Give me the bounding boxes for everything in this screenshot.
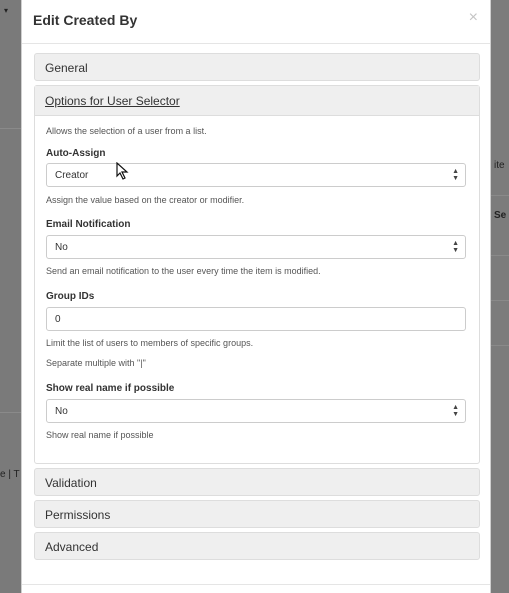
- mouse-pointer-icon: [116, 162, 130, 180]
- backdrop-divider: [490, 195, 509, 196]
- modal-header: [22, 0, 490, 44]
- email-notification-help: Send an email notification to the user every time the item is modified.: [46, 266, 321, 276]
- email-notification-select[interactable]: [46, 235, 466, 259]
- auto-assign-help: Assign the value based on the creator or modifier.: [46, 195, 245, 205]
- panel-options-user-selector: [34, 85, 480, 464]
- auto-assign-select[interactable]: [46, 163, 466, 187]
- caret-down-icon: ▾: [4, 6, 9, 15]
- show-real-name-label: Show real name if possible: [46, 383, 175, 394]
- backdrop-divider: [0, 412, 22, 413]
- auto-assign-label: Auto-Assign: [46, 148, 106, 159]
- panel-options-header[interactable]: [35, 86, 479, 116]
- backdrop-text: ite: [494, 160, 505, 171]
- close-icon[interactable]: ×: [468, 9, 478, 26]
- panel-permissions-label: Permissions: [45, 508, 111, 522]
- backdrop-left-strip: [0, 0, 22, 593]
- backdrop-divider: [490, 255, 509, 256]
- group-ids-help: Limit the list of users to members of specific groups.: [46, 338, 254, 348]
- backdrop-text: e | T: [0, 469, 20, 480]
- show-real-name-value: No: [55, 406, 68, 417]
- group-ids-value: 0: [55, 314, 61, 325]
- edit-field-modal: [21, 0, 491, 593]
- backdrop-divider: [0, 128, 22, 129]
- show-real-name-select[interactable]: [46, 399, 466, 423]
- group-ids-input[interactable]: [46, 307, 466, 331]
- email-notification-value: No: [55, 242, 68, 253]
- panel-validation[interactable]: [34, 468, 480, 496]
- options-intro: Allows the selection of a user from a list.: [46, 126, 207, 136]
- modal-title: Edit Created By: [33, 12, 138, 28]
- group-ids-label: Group IDs: [46, 291, 95, 302]
- panel-advanced[interactable]: [34, 532, 480, 560]
- select-arrows-icon: ▲ ▼: [452, 168, 459, 182]
- panel-general[interactable]: [34, 53, 480, 81]
- panel-permissions[interactable]: [34, 500, 480, 528]
- show-real-name-help: Show real name if possible: [46, 430, 154, 440]
- select-arrows-icon: ▲ ▼: [452, 240, 459, 254]
- panel-general-label: General: [45, 61, 88, 75]
- panel-advanced-label: Advanced: [45, 540, 99, 554]
- auto-assign-value: Creator: [55, 170, 89, 181]
- email-notification-label: Email Notification: [46, 219, 131, 230]
- backdrop-divider: [490, 345, 509, 346]
- group-ids-separator-help: Separate multiple with "|": [46, 358, 146, 368]
- backdrop-right-strip: [490, 0, 509, 593]
- backdrop-text: Se: [494, 210, 507, 221]
- select-arrows-icon: ▲ ▼: [452, 404, 459, 418]
- panel-options-label: Options for User Selector: [45, 94, 180, 108]
- modal-footer-divider: [22, 584, 490, 585]
- panel-validation-label: Validation: [45, 476, 97, 490]
- backdrop-divider: [490, 300, 509, 301]
